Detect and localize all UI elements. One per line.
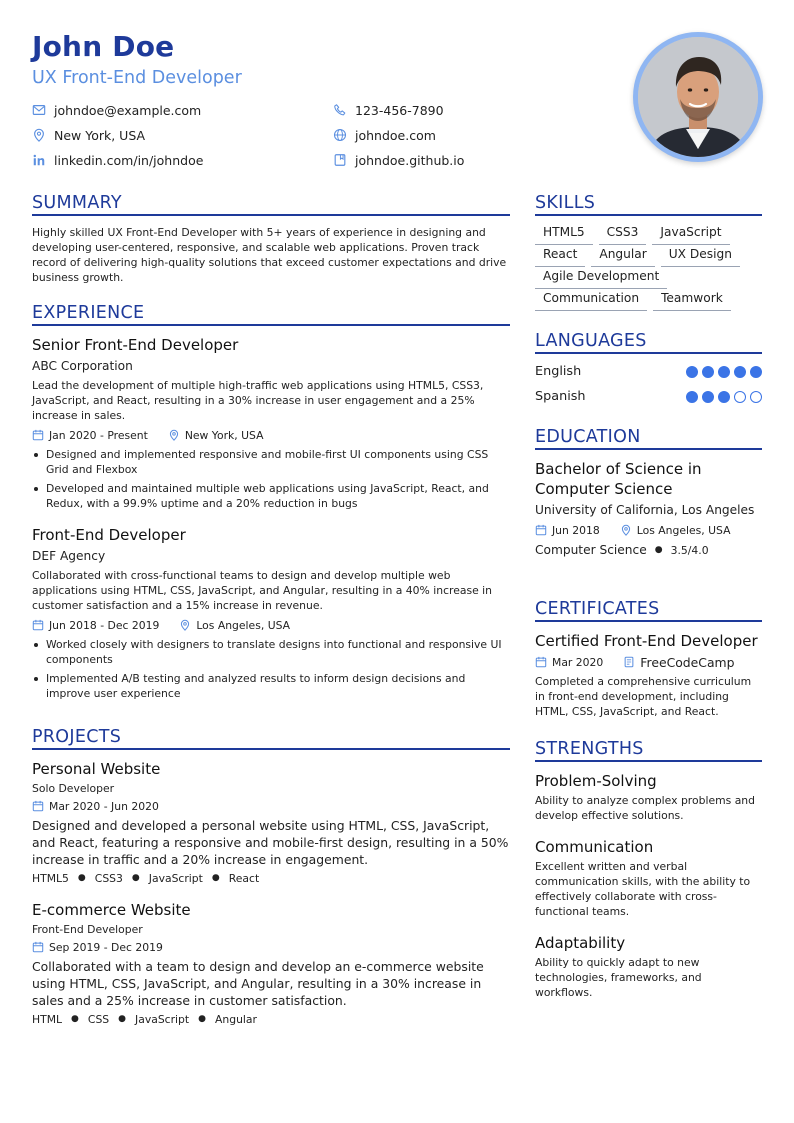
summary-section xyxy=(32,192,510,285)
tag: React xyxy=(228,871,260,885)
list-item: Worked closely with designers to translate designs into functional and responsive UI components xyxy=(32,637,510,667)
school-name: University of California, Los Angeles xyxy=(535,503,755,517)
languages-heading: LANGUAGES xyxy=(535,330,762,354)
education-field: Computer Science xyxy=(535,542,647,557)
certificate-meta xyxy=(535,654,762,670)
level-dot-filled xyxy=(686,366,698,378)
language-name: Spanish xyxy=(535,389,586,404)
project-title: Personal Website xyxy=(32,760,161,778)
project-role: Front-End Developer xyxy=(32,923,143,936)
strength-entry xyxy=(535,837,762,919)
contact-linkedin[interactable] xyxy=(32,152,203,168)
calendar-icon xyxy=(32,800,44,812)
job-company: ABC Corporation xyxy=(32,359,133,373)
level-dot-filled xyxy=(718,391,730,403)
contact-github-text: johndoe.github.io xyxy=(355,152,465,168)
job-title: Front-End Developer xyxy=(32,526,186,544)
strength-text: Excellent written and verbal communication skills, with the ability to effectively collaborate with cross-functional teams. xyxy=(535,860,751,918)
project-description: Collaborated with a team to design and develop an e-commerce website using HTML, CSS, JavaScript, and Angular, resulting in a 30% increase in sales and a 25% increase in customer satisfaction. xyxy=(32,959,484,1008)
project-entry xyxy=(32,900,510,1027)
projects-section xyxy=(32,726,510,1027)
contact-phone[interactable] xyxy=(333,102,444,118)
calendar-icon xyxy=(32,429,44,441)
strengths-heading: STRENGTHS xyxy=(535,738,762,762)
strength-title: Adaptability xyxy=(535,934,626,952)
project-dates: Mar 2020 - Jun 2020 xyxy=(49,799,159,813)
map-pin-icon xyxy=(179,619,191,631)
certificate-issuer: FreeCodeCamp xyxy=(640,654,735,670)
tag: Angular xyxy=(215,1012,257,1026)
job-description: Lead the development of multiple high-traffic web applications using HTML5, CSS3, JavaScript, and React, resulting in a 30% increase in user engagement and a 25% increase in sales. xyxy=(32,379,484,422)
language-row xyxy=(535,384,762,409)
strength-title: Problem-Solving xyxy=(535,772,657,790)
contact-email[interactable] xyxy=(32,102,201,118)
project-meta xyxy=(32,939,510,955)
mail-icon xyxy=(32,103,46,117)
tag: JavaScript xyxy=(148,871,203,885)
tag: HTML5 xyxy=(32,871,69,885)
level-dot-filled xyxy=(718,366,730,378)
skill-tag: CSS3 xyxy=(599,223,647,245)
globe-icon xyxy=(333,128,347,142)
skill-tag: Angular xyxy=(591,245,654,267)
contact-website-text: johndoe.com xyxy=(355,127,436,143)
project-role: Solo Developer xyxy=(32,782,115,795)
list-item: Implemented A/B testing and analyzed results to inform design decisions and improve user experience xyxy=(32,671,510,701)
strength-title: Communication xyxy=(535,838,654,856)
job-description: Collaborated with cross-functional teams to design and develop multiple web applications using HTML, CSS, JavaScript, and Angular, resulting in a 40% increase in customer satisfaction and a 15% increase in revenue. xyxy=(32,569,493,612)
contact-location xyxy=(32,127,145,143)
list-item: Designed and implemented responsive and mobile-first UI components using CSS Grid and Flexbox xyxy=(32,447,510,477)
contact-github[interactable] xyxy=(333,152,464,168)
tag: HTML xyxy=(32,1012,63,1026)
calendar-icon xyxy=(535,656,547,668)
contact-email-text: johndoe@example.com xyxy=(54,102,202,118)
job-dates: Jan 2020 - Present xyxy=(49,428,148,442)
phone-icon xyxy=(333,103,347,117)
project-description: Designed and developed a personal website using HTML, CSS, JavaScript, and React, featuring a responsive and mobile-first design, resulting in a 50% increase in traffic and a 20% increase in engagement. xyxy=(32,818,509,867)
job-meta xyxy=(32,617,510,633)
languages-section xyxy=(535,330,762,409)
skills-heading: SKILLS xyxy=(535,192,762,216)
level-dot-filled xyxy=(702,366,714,378)
level-dot-empty xyxy=(750,391,762,403)
contact-linkedin-text: linkedin.com/in/johndoe xyxy=(54,152,204,168)
project-entry xyxy=(32,759,510,886)
map-pin-icon xyxy=(32,128,46,142)
skill-tag: JavaScript xyxy=(652,223,729,245)
education-heading: EDUCATION xyxy=(535,426,762,450)
level-dot-filled xyxy=(750,366,762,378)
certificates-section xyxy=(535,598,762,719)
certificate-date: Mar 2020 xyxy=(552,655,604,669)
map-pin-icon xyxy=(620,524,632,536)
strength-text: Ability to analyze complex problems and develop effective solutions. xyxy=(535,794,756,822)
map-pin-icon xyxy=(168,429,180,441)
skill-tag: UX Design xyxy=(661,245,740,267)
project-dates: Sep 2019 - Dec 2019 xyxy=(49,940,163,954)
profile-photo xyxy=(638,37,758,157)
skill-tag: Communication xyxy=(535,289,647,311)
job-entry xyxy=(32,335,510,511)
experience-heading: EXPERIENCE xyxy=(32,302,510,326)
projects-heading: PROJECTS xyxy=(32,726,510,750)
level-dot-filled xyxy=(734,366,746,378)
avatar xyxy=(638,37,758,157)
job-entry xyxy=(32,525,510,701)
summary-heading: SUMMARY xyxy=(32,192,510,216)
certificate-name: Certified Front-End Developer xyxy=(535,632,758,650)
job-title: Senior Front-End Developer xyxy=(32,336,239,354)
education-section xyxy=(535,426,762,559)
skill-tag: HTML5 xyxy=(535,223,593,245)
level-dot-empty xyxy=(734,391,746,403)
summary-text: Highly skilled UX Front-End Developer with 5+ years of experience in designing and developing user-centered, responsive, and scalable web applications. Proven track record of delivering high-quality solutions that exceed customer expectations and drive business growth. xyxy=(32,226,507,284)
certificate-description: Completed a comprehensive curriculum in front-end development, including HTML, CSS, JavaScript, and React. xyxy=(535,675,752,718)
job-bullets xyxy=(32,447,510,511)
education-meta xyxy=(535,522,762,538)
strength-text: Ability to quickly adapt to new technologies, frameworks, and workflows. xyxy=(535,956,702,999)
languages-list xyxy=(535,359,762,409)
bookmark-icon xyxy=(333,153,347,167)
language-level xyxy=(682,391,762,403)
project-title: E-commerce Website xyxy=(32,901,191,919)
tag: CSS3 xyxy=(94,871,123,885)
calendar-icon xyxy=(32,619,44,631)
linkedin-icon xyxy=(32,153,46,167)
contact-location-text: New York, USA xyxy=(54,127,146,143)
contact-website[interactable] xyxy=(333,127,436,143)
job-meta xyxy=(32,427,510,443)
language-name: English xyxy=(535,364,582,379)
job-company: DEF Agency xyxy=(32,549,106,563)
tag: CSS xyxy=(87,1012,110,1026)
profile-photo-frame xyxy=(633,32,763,162)
job-location: Los Angeles, USA xyxy=(196,618,291,632)
job-bullets xyxy=(32,637,510,701)
strength-entry xyxy=(535,771,762,823)
education-gpa: 3.5/4.0 xyxy=(670,543,709,557)
job-dates: Jun 2018 - Dec 2019 xyxy=(49,618,160,632)
certificates-heading: CERTIFICATES xyxy=(535,598,762,622)
level-dot-filled xyxy=(702,391,714,403)
skills-list xyxy=(535,223,762,311)
degree-title: Bachelor of Science in Computer Science xyxy=(535,460,702,498)
project-meta xyxy=(32,798,510,814)
job-location: New York, USA xyxy=(184,428,264,442)
education-field-row: Computer Science ● 3.5/4.0 xyxy=(535,542,709,557)
skills-section xyxy=(535,192,762,311)
candidate-name: John Doe xyxy=(32,30,175,63)
calendar-icon xyxy=(32,941,44,953)
skill-tag: Teamwork xyxy=(653,289,731,311)
experience-section xyxy=(32,302,510,705)
calendar-icon xyxy=(535,524,547,536)
list-item: Developed and maintained multiple web applications using JavaScript, React, and Redux, with a 99.9% uptime and a 20% reduction in bugs xyxy=(32,481,510,511)
skill-tag: React xyxy=(535,245,585,267)
education-date: Jun 2018 xyxy=(552,523,600,537)
skill-tag: Agile Development xyxy=(535,267,667,289)
strengths-section xyxy=(535,738,762,1000)
candidate-role: UX Front-End Developer xyxy=(32,68,242,88)
project-tags: HTML5 ● CSS3 ● JavaScript ● React xyxy=(32,871,260,885)
tag: JavaScript xyxy=(135,1012,190,1026)
certificate-icon xyxy=(623,656,635,668)
contact-phone-text: 123-456-7890 xyxy=(355,102,444,118)
level-dot-filled xyxy=(686,391,698,403)
project-tags: HTML ● CSS ● JavaScript ● Angular xyxy=(32,1012,257,1026)
education-location: Los Angeles, USA xyxy=(636,523,731,537)
language-row xyxy=(535,359,762,384)
language-level xyxy=(682,366,762,378)
strength-entry xyxy=(535,933,762,1000)
